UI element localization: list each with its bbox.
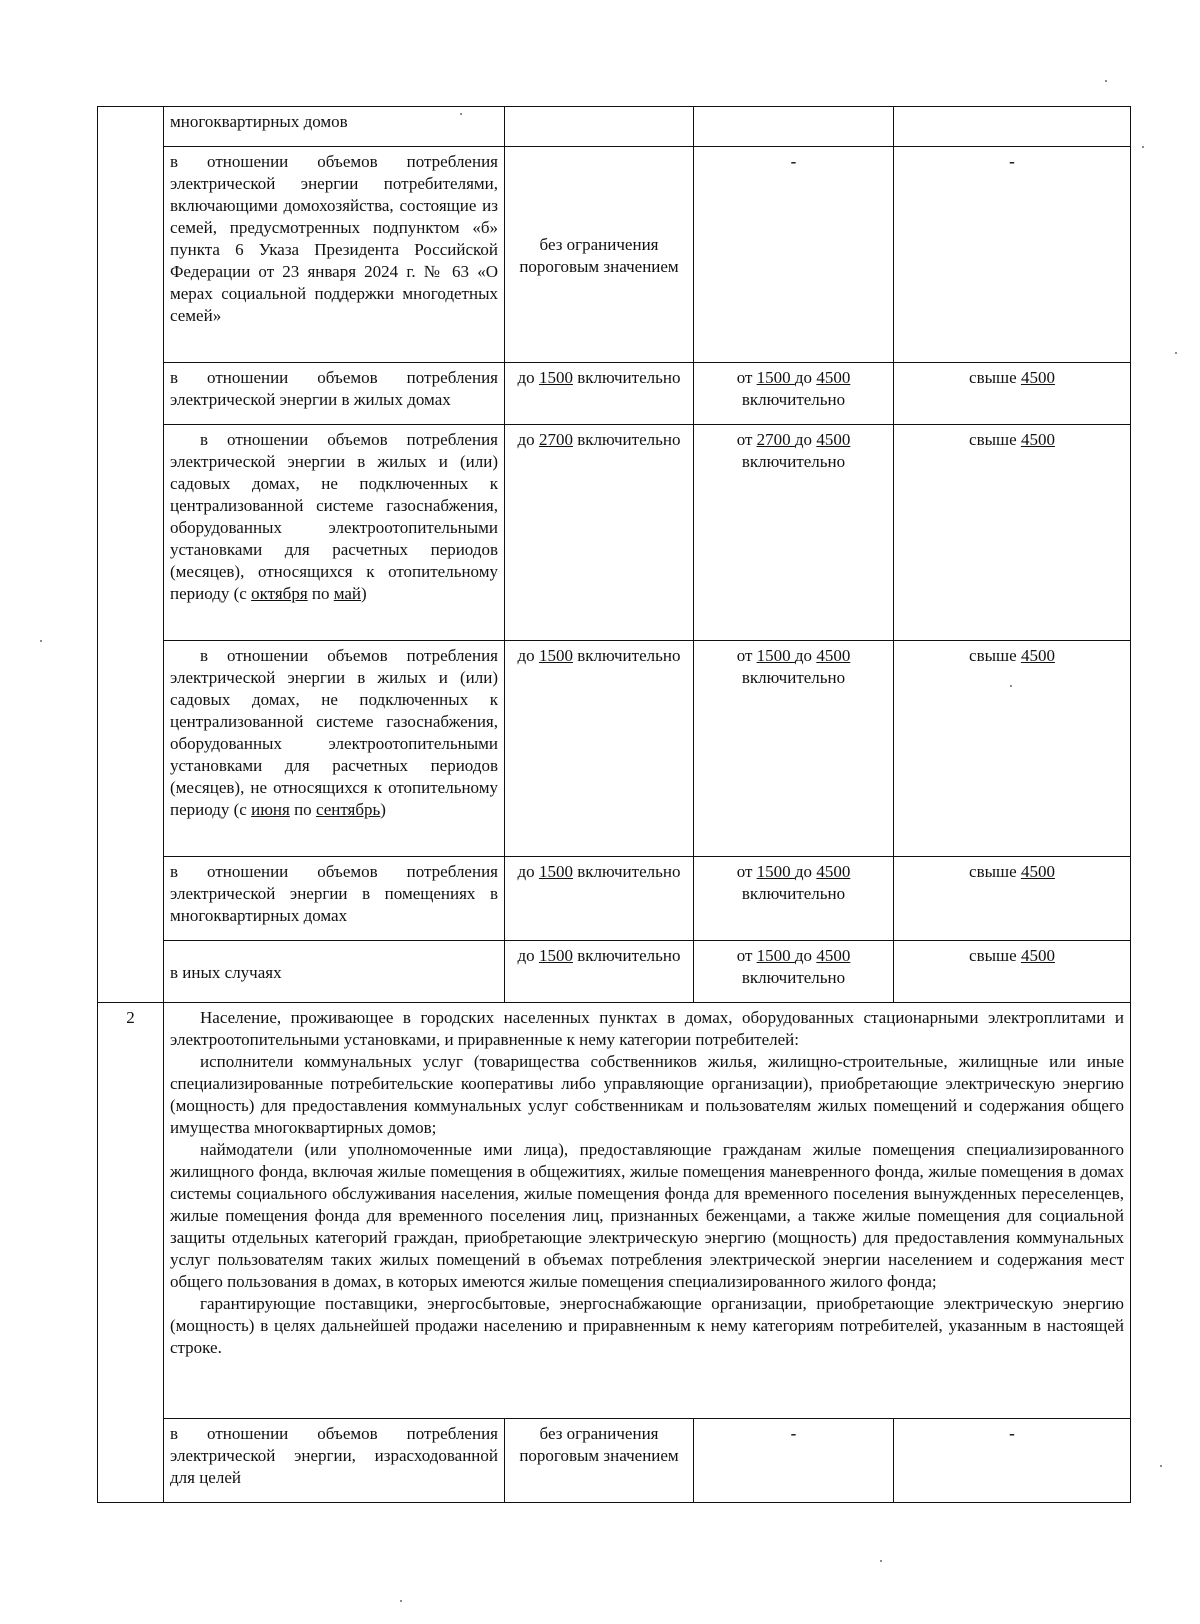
range-text: до xyxy=(517,862,539,881)
range-text: - xyxy=(790,152,797,171)
category-description xyxy=(164,147,505,363)
scan-speck xyxy=(400,1600,402,1602)
range-text: включительно xyxy=(572,368,681,387)
description-text xyxy=(170,111,498,133)
description-part: в отношении объемов потребления электрической энергии в жилых и (или) садовых домах, не подключенных к централизованной системе газоснабжения, оборудованных электроотопительными установками для расчетных периодов (месяцев), относящихся к отопительному периоду (с xyxy=(170,430,498,603)
scan-speck xyxy=(1160,1465,1162,1467)
range-text: свыше xyxy=(969,646,1021,665)
description-part: в отношении объемов потребления электрической энергии потребителями, включающими домохозяйства, состоящие из семей, предусмотренных подпунктом «б» пункта 6 Указа Президента Российской Федерации от 23 января 2024 г. № 63 «О мерах социальной поддержки многодетных семей» xyxy=(170,152,498,325)
first-range-cell xyxy=(505,425,694,641)
threshold-value: 1500 xyxy=(538,368,573,387)
third-range-cell xyxy=(894,147,1131,363)
range-text: включительно xyxy=(741,968,846,987)
category-paragraph: Население, проживающее в городских населенных пунктах в домах, оборудованных стационарными электроплитами и электроотопительными установками, и приравненные к нему категории потребителей: xyxy=(170,1008,1124,1049)
second-range-cell: - xyxy=(694,1419,894,1503)
range-text: до xyxy=(794,862,817,881)
threshold-value: 4500 xyxy=(816,646,851,665)
range-text: до xyxy=(794,430,817,449)
category-description: в отношении объемов потребления электрической энергии, израсходованной для целей xyxy=(164,1419,505,1503)
first-range-cell: без ограничения пороговым значением xyxy=(505,1419,694,1503)
description-text xyxy=(170,962,498,984)
third-range-cell xyxy=(894,107,1131,147)
second-range-cell xyxy=(694,107,894,147)
threshold-value: 1500 xyxy=(538,862,573,881)
scan-speck xyxy=(40,640,42,642)
range-text: включительно xyxy=(741,884,846,903)
third-range-cell: - xyxy=(894,1419,1131,1503)
category-paragraph: гарантирующие поставщики, энергосбытовые, энергоснабжающие организации, приобретающие электрическую энергию (мощность) в целях дальнейшей продажи населению и приравненным к нему категориям потребителей, указанным в настоящей строке. xyxy=(170,1294,1124,1357)
description-text xyxy=(170,367,498,411)
table-row xyxy=(98,1419,1131,1503)
first-range-cell xyxy=(505,107,694,147)
description-part: по xyxy=(289,800,316,819)
threshold-value: 4500 xyxy=(1020,646,1055,665)
table-row xyxy=(98,857,1131,941)
category-description xyxy=(164,425,505,641)
month-to: сентябрь xyxy=(315,800,381,819)
third-range-cell xyxy=(894,425,1131,641)
category-description xyxy=(164,857,505,941)
threshold-value: 1500 xyxy=(756,646,795,665)
threshold-value: 4500 xyxy=(1020,430,1055,449)
range-text: от xyxy=(736,368,757,387)
scan-speck xyxy=(1010,685,1012,687)
range-text: до xyxy=(517,368,539,387)
category-description xyxy=(164,363,505,425)
category-description-full xyxy=(164,1003,1131,1419)
range-text: включительно xyxy=(572,646,681,665)
table-row xyxy=(98,147,1131,363)
description-part: по xyxy=(307,584,334,603)
row-number-cell xyxy=(98,107,164,1003)
range-text: - xyxy=(1009,152,1015,171)
description-text xyxy=(170,151,498,327)
description-text xyxy=(170,645,498,821)
threshold-value: 1500 xyxy=(756,946,795,965)
range-text: включительно xyxy=(572,862,681,881)
month-from: октября xyxy=(251,584,308,603)
threshold-value: 4500 xyxy=(816,430,851,449)
description-text xyxy=(170,861,498,927)
range-text: от xyxy=(736,430,757,449)
range-text: включительно xyxy=(572,430,681,449)
month-from: июня xyxy=(251,800,290,819)
range-text: до xyxy=(517,430,539,449)
category-description xyxy=(164,641,505,857)
range-text: до xyxy=(794,646,817,665)
first-range-cell xyxy=(505,941,694,1003)
range-text: включительно xyxy=(741,390,846,409)
range-text: до xyxy=(517,646,539,665)
threshold-value: 4500 xyxy=(816,946,851,965)
third-range-cell xyxy=(894,641,1131,857)
category-description xyxy=(164,941,505,1003)
range-text: до xyxy=(794,368,817,387)
description-part: в иных случаях xyxy=(170,962,282,982)
second-range-cell xyxy=(694,941,894,1003)
threshold-value: 2700 xyxy=(756,430,795,449)
range-text: от xyxy=(736,646,757,665)
second-range-cell xyxy=(694,857,894,941)
third-range-cell xyxy=(894,941,1131,1003)
threshold-value: 4500 xyxy=(816,862,851,881)
threshold-value: 1500 xyxy=(756,368,795,387)
range-text: свыше xyxy=(969,946,1021,965)
first-range-cell xyxy=(505,363,694,425)
threshold-value: 1500 xyxy=(538,646,573,665)
range-text: до xyxy=(794,946,817,965)
range-text: без ограничения пороговым значением xyxy=(519,234,679,276)
scan-speck xyxy=(460,113,462,115)
table-row xyxy=(98,107,1131,147)
second-range-cell xyxy=(694,147,894,363)
description-part: в отношении объемов потребления электрической энергии в жилых и (или) садовых домах, не подключенных к централизованной системе газоснабжения, оборудованных электроотопительными установками для расчетных периодов (месяцев), не относящихся к отопительному периоду (с xyxy=(170,646,498,819)
third-range-cell xyxy=(894,857,1131,941)
table-row xyxy=(98,641,1131,857)
scan-speck xyxy=(1175,352,1177,354)
range-text: включительно xyxy=(572,946,681,965)
first-range-cell xyxy=(505,641,694,857)
row-number-cell: 2 xyxy=(98,1003,164,1503)
table-row xyxy=(98,425,1131,641)
threshold-value: 1500 xyxy=(756,862,795,881)
first-range-cell xyxy=(505,147,694,363)
category-paragraph: исполнители коммунальных услуг (товарищества собственников жилья, жилищно-строительные, жилищные или иные специализированные потребительские кооперативы либо управляющие организации), приобретающие электрическую энергию (мощность) для предоставления коммунальных услуг собственникам и пользователям жилых помещений и содержания общего имущества многоквартирных домов; xyxy=(170,1052,1124,1137)
description-part: ) xyxy=(361,584,367,603)
range-text: от xyxy=(736,946,757,965)
description-part: ) xyxy=(380,800,386,819)
range-text: включительно xyxy=(741,452,846,471)
range-text: включительно xyxy=(741,668,846,687)
table-row xyxy=(98,941,1131,1003)
category-description xyxy=(164,107,505,147)
scan-speck xyxy=(880,1560,882,1562)
threshold-value: 4500 xyxy=(1020,946,1055,965)
tariff-table xyxy=(97,106,1131,1503)
range-text: свыше xyxy=(969,862,1021,881)
table-row xyxy=(98,1003,1131,1419)
range-text: свыше xyxy=(969,430,1021,449)
threshold-value: 1500 xyxy=(538,946,573,965)
table-row xyxy=(98,363,1131,425)
second-range-cell xyxy=(694,425,894,641)
range-text: свыше xyxy=(969,368,1021,387)
description-part: в отношении объемов потребления электрической энергии в помещениях в многоквартирных домах xyxy=(170,862,498,925)
description-part: в отношении объемов потребления электрической энергии в жилых домах xyxy=(170,368,498,409)
range-text: до xyxy=(517,946,539,965)
second-range-cell xyxy=(694,641,894,857)
description-part: многоквартирных домов xyxy=(170,112,348,131)
threshold-value: 4500 xyxy=(1020,368,1055,387)
threshold-value: 4500 xyxy=(816,368,851,387)
scan-speck xyxy=(1105,80,1107,82)
threshold-value: 4500 xyxy=(1020,862,1055,881)
third-range-cell xyxy=(894,363,1131,425)
threshold-value: 2700 xyxy=(538,430,573,449)
scan-speck xyxy=(1142,146,1144,148)
category-paragraph: наймодатели (или уполномоченные ими лица), предоставляющие гражданам жилые помещения специализированного жилищного фонда, включая жилые помещения в общежитиях, жилые помещения маневренного фонда, жилые помещения в домах системы социального обслуживания населения, жилые помещения фонда для временного поселения вынужденных переселенцев, жилые помещения фонда для временного поселения лиц, признанных беженцами, а также жилые помещения для социальной защиты отдельных категорий граждан, приобретающие электрическую энергию (мощность) для предоставления коммунальных услуг пользователям таких жилых помещений в объемах потребления электрической энергии населением и содержания мест общего пользования в домах, в которых имеются жилые помещения специализированного жилого фонда; xyxy=(170,1140,1124,1291)
description-text xyxy=(170,429,498,605)
second-range-cell xyxy=(694,363,894,425)
range-text: от xyxy=(736,862,757,881)
first-range-cell xyxy=(505,857,694,941)
month-to: май xyxy=(333,584,362,603)
